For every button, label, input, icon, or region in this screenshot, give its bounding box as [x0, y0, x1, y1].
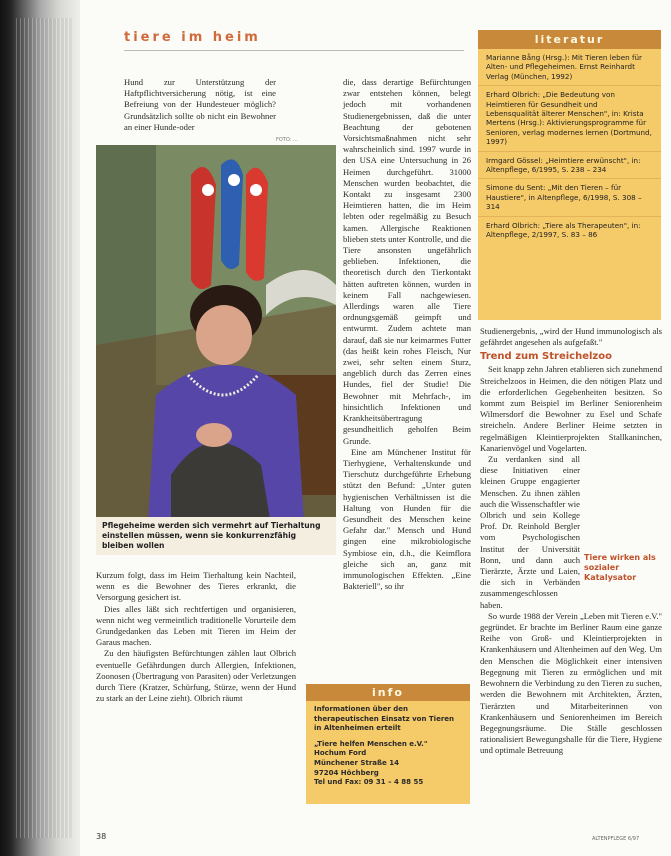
- address-line: 97204 Höchberg: [314, 768, 379, 777]
- info-box: [306, 684, 470, 804]
- paragraph: Studienergebnis, „wird der Hund immunologisch als gefährdet angesehen als aufgefaßt.": [480, 326, 662, 348]
- magazine-footer: ALTENPFLEGE 6/97: [592, 836, 640, 842]
- photo-illustration: [96, 145, 336, 555]
- paragraph: Dies alles läßt sich rechtfertigen und organisieren, wenn nicht weg vermeintlich traditionelle Vorurteile dem Grundgedanken das Leben mit Tieren im Heim der Garaus machen.: [96, 603, 296, 648]
- literature-entry: Erhard Olbrich: „Tiere als Therapeuten", in: Altenpflege, 2/1997, S. 83 – 86: [486, 220, 641, 240]
- paragraph: Seit knapp zehn Jahren etablieren sich zunehmend Streichelzoos in Heimen, die den nötigen Platz und die erforderlichen Gegebenheiten besitzen. So kommt zum Beispiel im Berliner Seniorenheim Wilmersdorf die Bewohner zu Esel und Schafe streicheln. Andere Berliner Heime setzten in regelmäßigen Kleintierprojekten Stallkaninchen, Kanarienvögel und Vogelarten.: [480, 364, 662, 453]
- paragraph: Eine am Münchener Institut für Tierhygiene, Verhaltenskunde und Tierschutz durchgeführte Erhebung stützt den Befund: „Unter guten hygienischen Verhältnissen ist die Haltung von Hunden für die Gesundheit des Menschen keine Gefahr dar." Mensch und Hund gingen eine mikrobiologische Symbiose ein, d.h., die Keimflora gleiche sich an, ganz mit immunologischen Effekten. „Eine Bakteriell", so ihr: [343, 446, 471, 592]
- address-line: Hochum Ford: [314, 749, 367, 758]
- photo-caption: Pflegeheime werden sich vermehrt auf Tierhaltung einstellen müssen, wenn sie konkurrenzfähig bleiben wollen: [96, 517, 336, 555]
- address-line: Tel und Fax: 09 31 – 4 88 55: [314, 778, 424, 787]
- paragraph: Hund zur Unterstützung der Haftpflichtversicherung nötig, ist eine Befreiung von der Hundesteuer möglich? Grundsätzlich sollte ob nicht ein Bewohner an einer Hunde-oder: [124, 77, 276, 132]
- paragraph: Zu den häufigsten Befürchtungen zählen laut Olbrich eventuelle Gefährdungen durch Allergien, Infektionen, Zoonosen (Übertragung von Parasiten) oder Verletzungen durch Tiere (Kratzer, Schürfung, Stürze, wenn der Hund zu stark an der Leine zieht). Olbrich räumt: [96, 648, 296, 704]
- info-intro: Informationen über den therapeutischen Einsatz von Tieren in Altenheimen erteilt: [314, 705, 455, 733]
- page-number: 38: [96, 832, 107, 841]
- info-title: info: [306, 684, 470, 701]
- section-header: tiere im heim: [124, 30, 261, 45]
- section-subhead: Trend zum Streichelzoo: [480, 351, 612, 362]
- header-rule: [124, 50, 464, 51]
- literature-entry: Marianne Bång (Hrsg.): Mit Tieren leben für Alten- und Pflegeheimen. Ernst Reinhardt Verlag (München, 1992): [478, 49, 661, 86]
- paragraph: Zu verdanken sind all diese Initiativen einer kleinen Gruppe engagierter Menschen. Zu ihnen zählen auch die Wissenschaftler wie Olbrich und sein Kollege Prof. Dr. Reinhold Bergler vom Psychologischen Institut der Universität Bonn, und dann auch Tierärzte, Ärzte und Laien, die sich in Verbänden zusammengeschlossen haben.: [480, 454, 580, 610]
- paragraph: die, dass derartige Befürchtungen zwar entstehen können, belegt jedoch mit vorhandenen Studienergebnissen, daß die unter Beachtung der gebotenen Vorsichtsmaßnahmen nicht sehr wahrscheinlich sind. 1997 wurde in den USA eine Untersuchung in 26 Heimen durchgeführt. 31000 Menschen wurden beobachtet, die Kontakt zu insgesamt 2300 Heimtieren hatten, die im Heim lebten oder regelmäßig zu Besuch kamen. Allergische Reaktionen blieben stets unter Kontrolle, und die Tiere ansonsten ungefährlich geblieben. Infektionen, die theoretisch durch den Tierkontakt hätten auftreten können, wurden in keinem Fall nachgewiesen. Allerdings waren alle Tiere ordnungsgemäß geimpft und entwurmt. Zudem achtete man darauf, daß sie nur keimarmes Futter (das heißt kein rohes Fleisch, Nur zwei, sehr selten einem Sturz, angeblich durch das Zerren eines Hundes, fiel der Studie! Die Bewohner mit Mehrfach-, im hinsichtlich Infektionen und Krankheitsübertragung gesundheitlich geholfen Beim Grunde.: [343, 77, 471, 446]
- info-address: [306, 736, 470, 790]
- paragraph: Kurzum folgt, dass im Heim Tierhaltung kein Nachteil, wenn es die Bewohner des Tieres erkrankt, die Versorgung gesichert ist.: [96, 570, 296, 603]
- literature-box: [478, 30, 661, 320]
- column-2: [343, 77, 471, 592]
- photo-woman-with-cat: [96, 145, 336, 555]
- address-line: „Tiere helfen Menschen e.V.": [314, 739, 428, 748]
- column-1-top: [124, 77, 276, 133]
- literature-entry: Erhard Olbrich: „Die Bedeutung von Heimtieren für Gesundheit und Lebensqualität älterer Menschen", in: Krista Mertens (Hrsg.): Aktivierungsprogramme für Senioren, verlag modernes lernen (Dortmund, 1997): [478, 86, 661, 151]
- page-stack-lines: [16, 18, 72, 838]
- column-3: [480, 326, 662, 757]
- literature-title: literatur: [478, 30, 661, 49]
- pull-quote: Tiere wirken als sozialer Katalysator: [584, 553, 656, 582]
- literature-entry: Irmgard Gössel: „Heimtiere erwünscht", in: Altenpflege, 6/1995, S. 238 – 234: [478, 152, 661, 180]
- literature-entry: Simone du Sent: „Mit den Tieren – für Haustiere", in Altenpflege, 6/1998, S. 308 – 314: [478, 179, 661, 216]
- column-1-bottom: [96, 570, 296, 704]
- photo-credit: FOTO: ...: [276, 137, 298, 143]
- address-line: Münchener Straße 14: [314, 758, 399, 767]
- paragraph: So wurde 1988 der Verein „Leben mit Tieren e.V." gegründet. Er brachte im Berliner Raum eine ganze Reihe von Groß- und Kleintierprojekten in Krankenhäusern und Altenheimen auf den Weg. Um den Menschen die Möglichkeit einer intensiven Begegnung mit Tieren zu ermöglichen und mit Bewohnern die Verbindung zu den Tieren zu suchen, werden die Bewohnern mit Architekten, Ärzten, Tierärzten und Mitarbeiterinnen von Krankenhäusern und Seniorenheimen im Bereich Begegnungsräume. Die Ställe geschlossen rationalisiert Bewegungshalle für die Tiere, Hygiene und optimale Betreuung: [480, 610, 662, 756]
